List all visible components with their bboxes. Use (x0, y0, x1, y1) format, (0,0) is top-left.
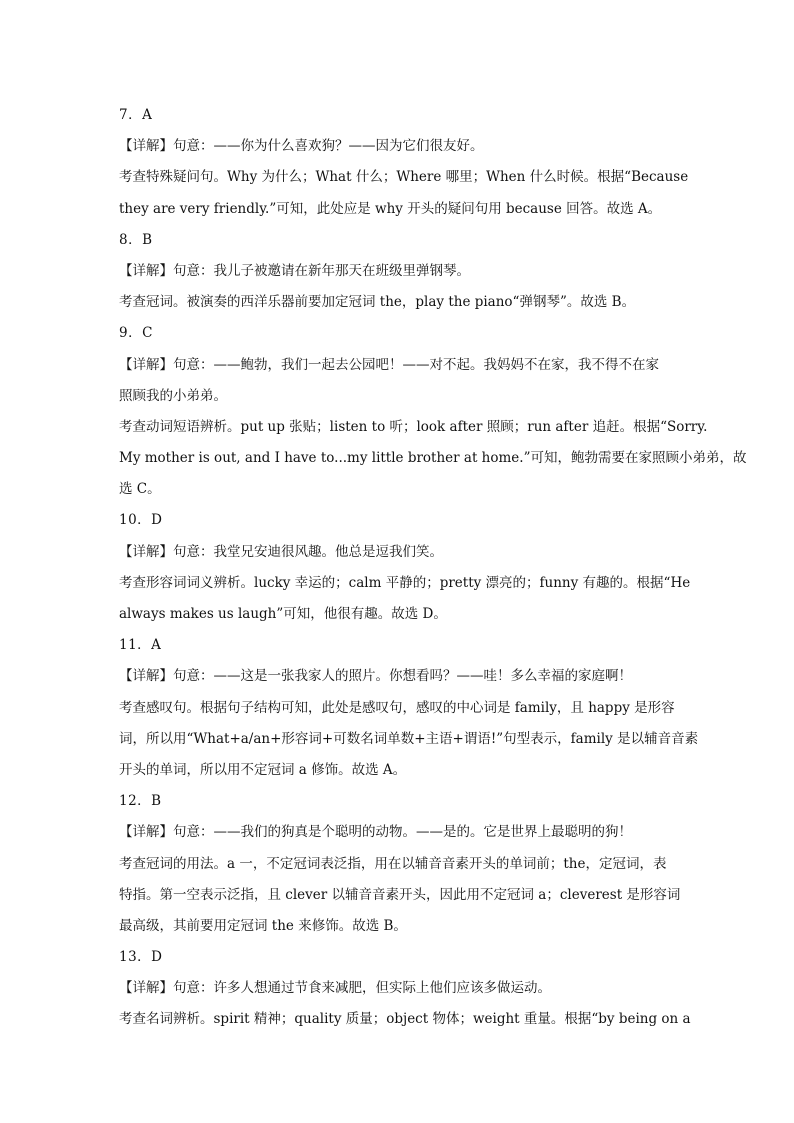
explanation-line: 【详解】句意：——这是一张我家人的照片。你想看吗？——哇！多么幸福的家庭啊！ (119, 668, 632, 685)
explanation-line: 【详解】句意：——我们的狗真是个聪明的动物。——是的。它是世界上最聪明的狗！ (119, 824, 632, 841)
document-page (119, 100, 747, 1036)
explanation-line: 照顾我的小弟弟。 (119, 387, 227, 404)
explanation-line: 选 C。 (119, 481, 161, 498)
explanation-line: 【详解】句意：我堂兄安迪很风趣。他总是逗我们笑。 (119, 543, 443, 560)
explanation-line: they are very friendly.”可知，此处应是 why 开头的疑问句用 because 回答。故选 A。 (119, 200, 662, 217)
explanation-line: 【详解】句意：——鲍勃，我们一起去公园吧！——对不起。我妈妈不在家，我不得不在家 (119, 356, 659, 373)
explanation-line: always makes us laugh”可知，他很有趣。故选 D。 (119, 606, 447, 622)
explanation-line: 考查感叹句。根据句子结构可知，此处是感叹句，感叹的中心词是 family，且 happy 是形容 (119, 699, 675, 716)
explanation-line: 最高级，其前要用定冠词 the 来修饰。故选 B。 (119, 917, 407, 934)
explanation-line: 词，所以用“What+a/an+形容词+可数名词单数+主语+谓语!”句型表示，family 是以辅音音素 (119, 730, 699, 747)
answer-number: 9．C (119, 325, 153, 342)
explanation-line: 【详解】句意：我儿子被邀请在新年那天在班级里弹钢琴。 (119, 262, 470, 279)
explanation-line: 开头的单词，所以用不定冠词 a 修饰。故选 A。 (119, 761, 407, 778)
answer-number: 10．D (119, 512, 163, 529)
answer-number: 7．A (119, 107, 153, 123)
explanation-line: 考查特殊疑问句。Why 为什么；What 什么；Where 哪里；When 什么时候。根据“Because (119, 169, 689, 186)
explanation-line: 考查冠词。被演奏的西洋乐器前要加定冠词 the，play the piano“弹钢琴”。故选 B。 (119, 294, 636, 311)
explanation-line: 考查名词辨析。spirit 精神；quality 质量；object 物体；weight 重量。根据“by being on a (119, 1011, 691, 1028)
explanation-line: 特指。第一空表示泛指，且 clever 以辅音音素开头，因此用不定冠词 a；cleverest 是形容词 (119, 886, 681, 903)
explanation-line: 考查动词短语辨析。put up 张贴；listen to 听；look after 照顾；run after 追赶。根据“Sorry. (119, 418, 708, 435)
explanation-line: 【详解】句意：许多人想通过节食来减肥，但实际上他们应该多做运动。 (119, 980, 551, 997)
answer-number: 8．B (119, 231, 153, 248)
explanation-line: 【详解】句意：——你为什么喜欢狗？——因为它们很友好。 (119, 138, 484, 155)
answer-number: 11．A (119, 637, 162, 654)
explanation-line: 考查冠词的用法。a 一，不定冠词表泛指，用在以辅音音素开头的单词前；the，定冠词，表 (119, 855, 667, 872)
explanation-line: My mother is out, and I have to...my little brother at home.”可知，鲍勃需要在家照顾小弟弟，故 (119, 450, 747, 467)
answer-number: 13．D (119, 949, 163, 966)
answer-number: 12．B (119, 793, 162, 810)
explanation-line: 考查形容词词义辨析。lucky 幸运的；calm 平静的；pretty 漂亮的；funny 有趣的。根据“He (119, 574, 691, 591)
